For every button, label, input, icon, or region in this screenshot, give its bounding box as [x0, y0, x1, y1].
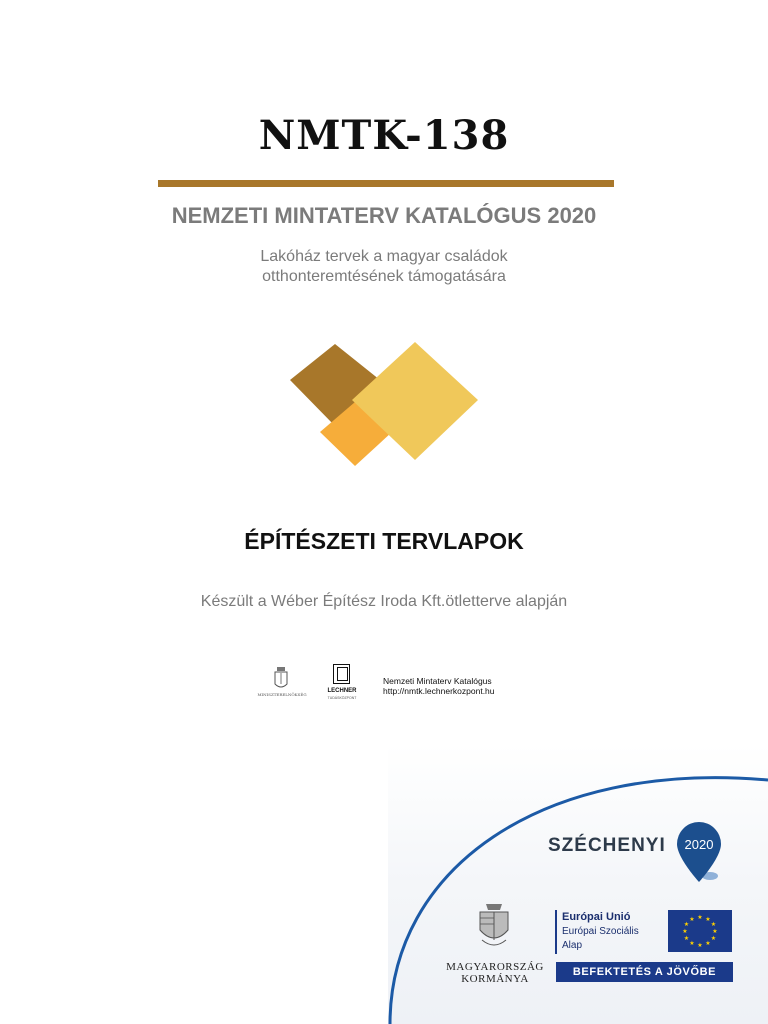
- catalog-title: NEMZETI MINTATERV KATALÓGUS 2020: [171, 203, 597, 228]
- svg-text:★: ★: [710, 921, 717, 928]
- gold-divider: [158, 180, 614, 187]
- government-line-1: MAGYARORSZÁG: [446, 961, 544, 973]
- catalog-name: Nemzeti Mintaterv Katalógus: [383, 676, 492, 686]
- credit-line: Készült a Wéber Építész Iroda Kft.ötletterve alapján: [200, 593, 568, 610]
- catalog-url[interactable]: http://nmtk.lechnerkozpont.hu: [383, 686, 495, 696]
- szechenyi-year: 2020: [684, 837, 714, 852]
- ministry-label: MINISZTERELNÖKSÉG: [257, 692, 307, 697]
- svg-text:★: ★: [710, 935, 717, 942]
- svg-text:★: ★: [683, 921, 690, 928]
- subtitle-line-1: Lakóház tervek a magyar családok: [260, 248, 508, 265]
- svg-text:★: ★: [689, 940, 695, 947]
- szechenyi-label: SZÉCHENYI: [548, 835, 666, 856]
- eu-fund-line-1: Európai Szociális: [562, 926, 639, 937]
- lechner-logo-inner: [337, 667, 348, 681]
- eu-flag-icon: [668, 910, 732, 952]
- eu-divider: [555, 910, 557, 954]
- eu-title: Európai Unió: [562, 911, 631, 923]
- szechenyi-pin-icon: [674, 820, 724, 886]
- document-code: NMTK-138: [258, 112, 510, 159]
- catalog-subtitle: [0, 247, 768, 287]
- svg-text:★: ★: [712, 928, 718, 935]
- diamond-logo-icon: [280, 338, 490, 478]
- government-line-2: KORMÁNYA: [461, 973, 529, 985]
- eu-fund-line-2: Alap: [562, 940, 583, 951]
- blue-arc-decoration: [380, 750, 768, 1024]
- hungary-crest-icon: [472, 900, 516, 956]
- section-title: ÉPÍTÉSZETI TERVLAPOK: [244, 528, 524, 554]
- investment-banner: BEFEKTETÉS A JÖVŐBE: [556, 962, 733, 982]
- svg-text:★: ★: [682, 928, 688, 935]
- subtitle-line-2: otthonteremtésének támogatására: [262, 268, 506, 285]
- svg-text:★: ★: [689, 916, 695, 923]
- svg-text:★: ★: [705, 916, 711, 923]
- svg-text:★: ★: [697, 942, 703, 949]
- svg-text:★: ★: [683, 935, 690, 942]
- svg-text:★: ★: [697, 914, 703, 921]
- lechner-sublabel: TUDÁSKÖZPONT: [327, 696, 357, 700]
- lechner-label: LECHNER: [327, 688, 357, 694]
- svg-text:★: ★: [705, 940, 711, 947]
